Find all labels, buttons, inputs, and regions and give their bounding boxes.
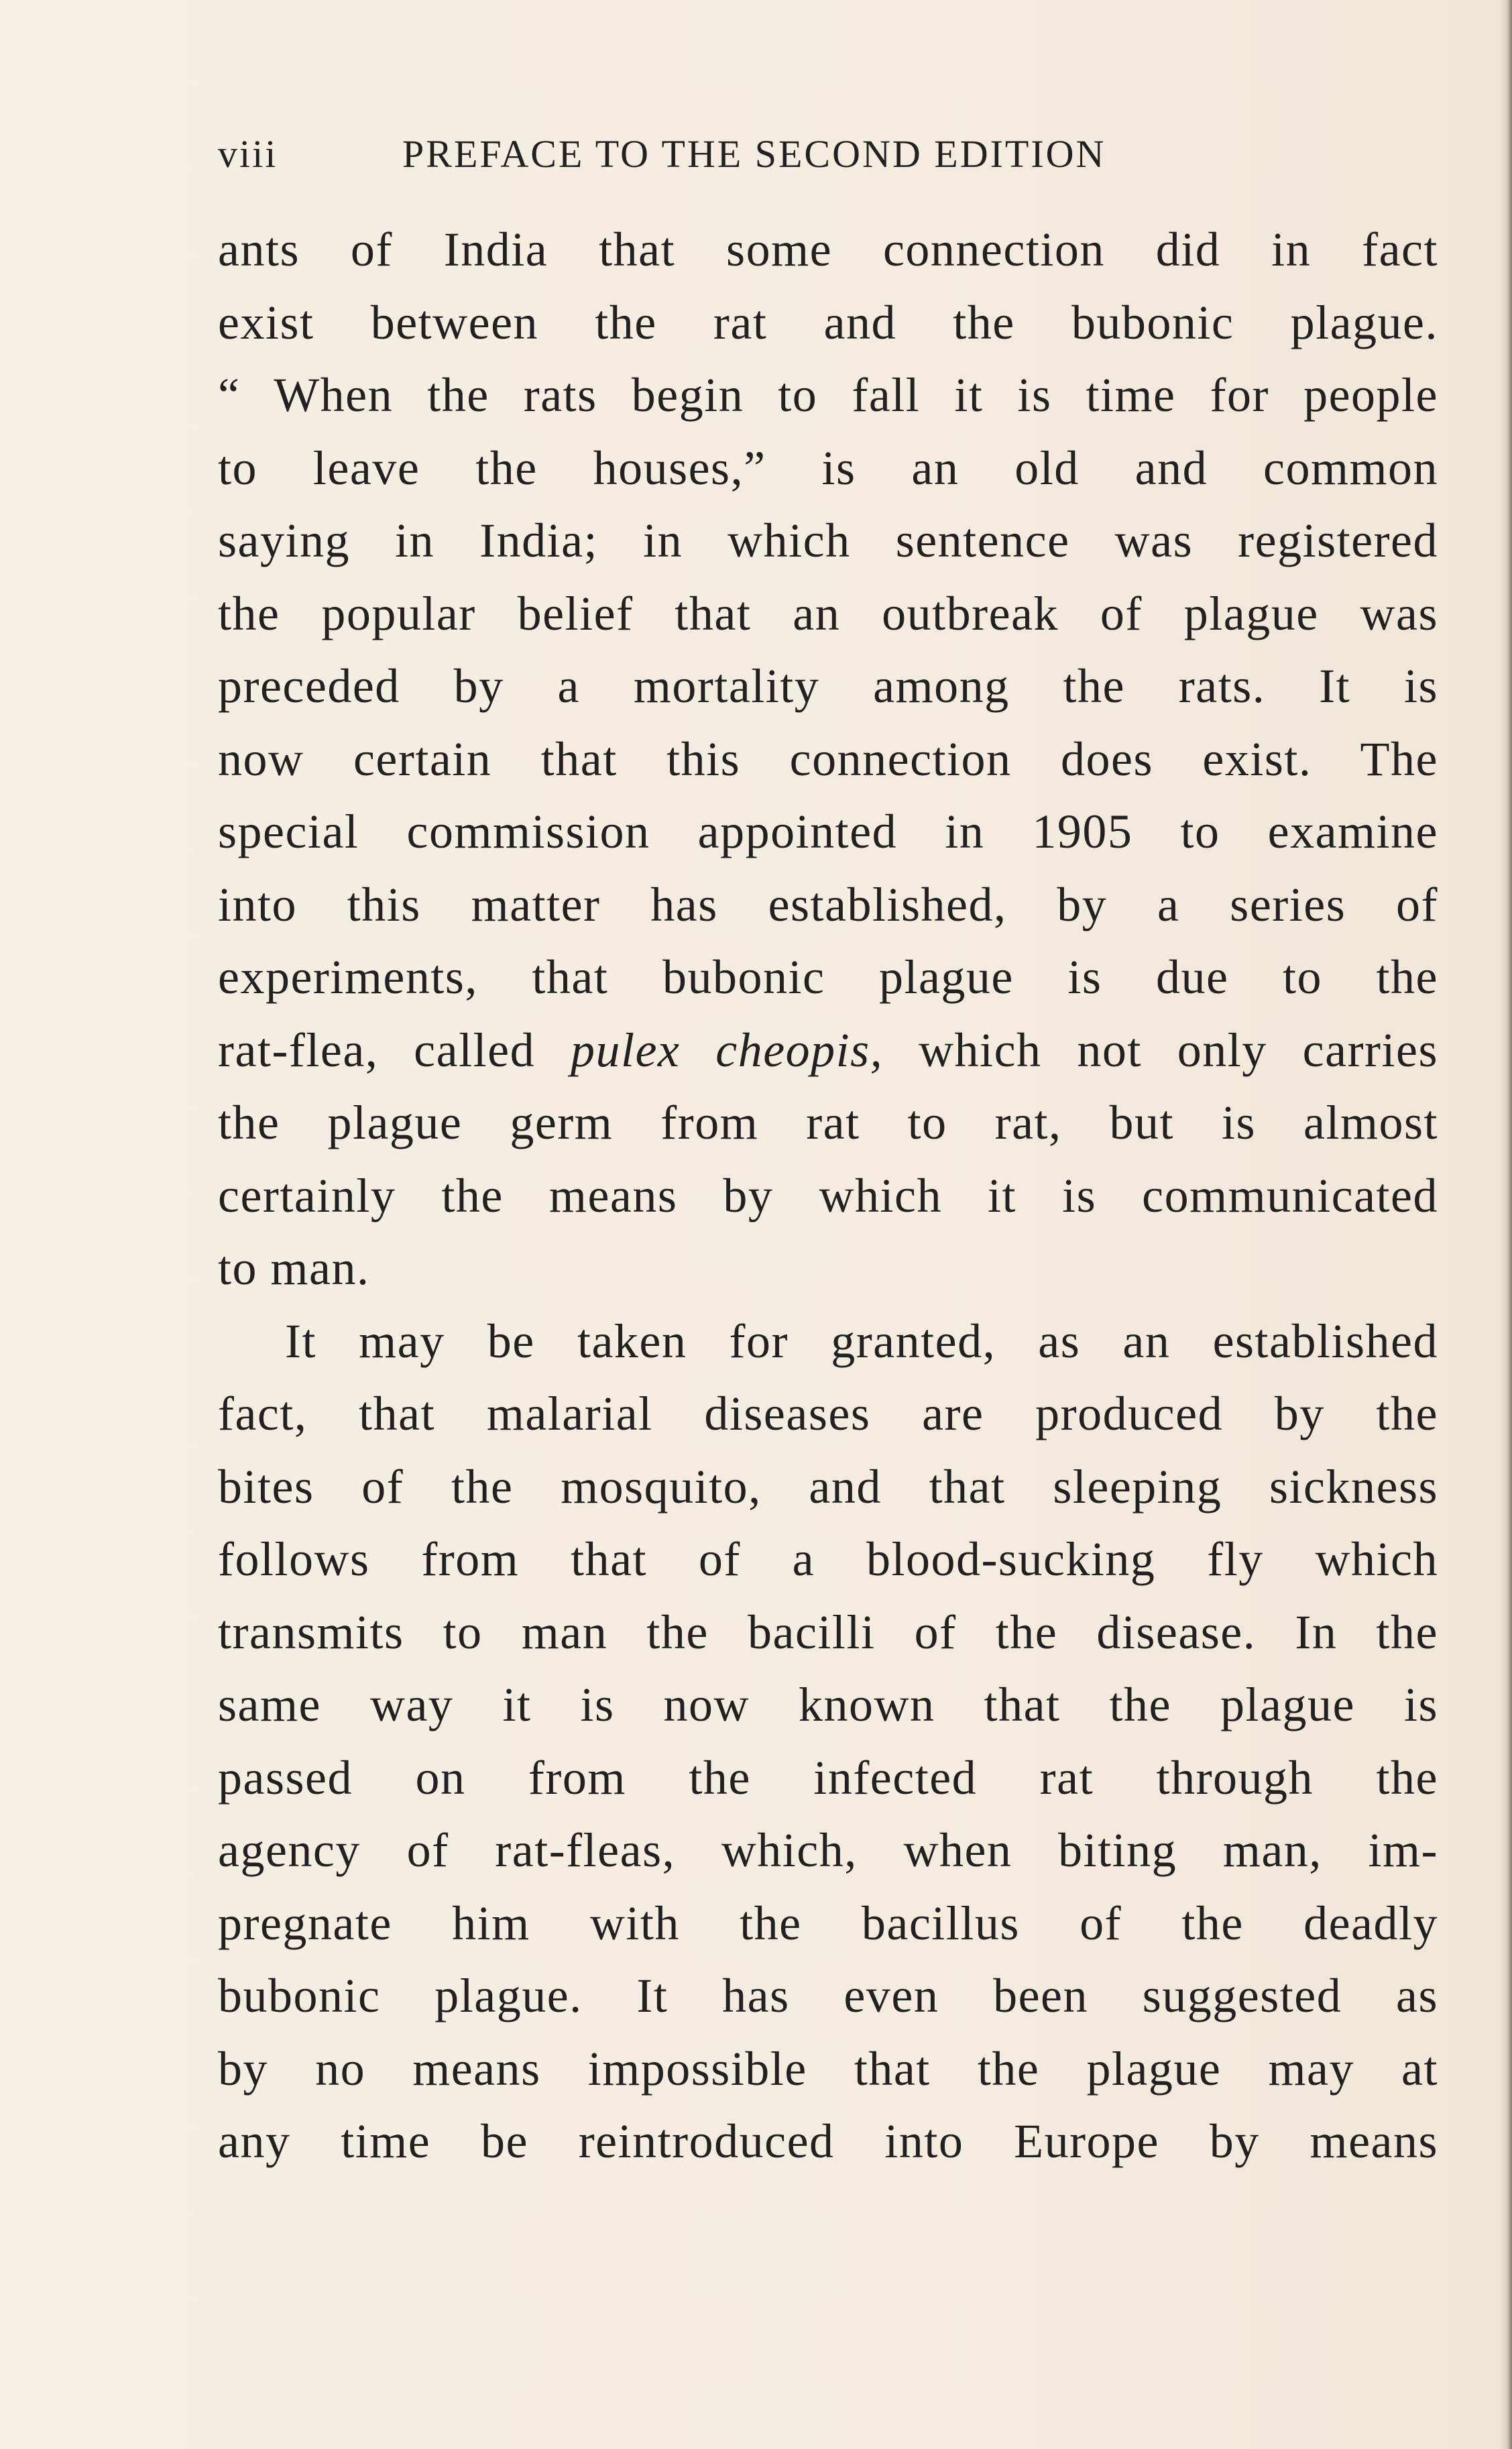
text-line: into this matter has established, by a series of [218,877,1438,931]
text-line: pregnate him with the bacillus of the deadly [218,1896,1438,1950]
text-line: saying in India; in which sentence was registered [218,514,1438,567]
text-line: special commission appointed in 1905 to examine [218,805,1438,858]
text-line: bubonic plague. It has even been suggested as [218,1969,1438,2023]
text-line: exist between the rat and the bubonic plague. [218,295,1438,349]
text-line: ants of India that some connection did in fact [218,223,1438,276]
text-line: experiments, that bubonic plague is due to the [218,950,1438,1004]
body-text [218,213,1438,2178]
page-edge-shadow [1500,0,1512,2449]
text-line: passed on from the infected rat through the [218,1750,1438,1805]
text-line: the popular belief that an outbreak of plague was [218,586,1438,640]
text-line: preceded by a mortality among the rats. It is [218,659,1438,713]
text-line: transmits to man the bacilli of the disease. In the [218,1605,1438,1659]
text-line: by no means impossible that the plague may at [218,2041,1438,2096]
text-line: follows from that of a blood-sucking fly which [218,1532,1438,1586]
text-line: now certain that this connection does exist. The [218,732,1438,786]
text-line: “ When the rats begin to fall it is time for people [218,368,1438,422]
text-line: fact, that malarial diseases are produced by the [218,1387,1438,1440]
text-segment: which not only carries [883,1023,1439,1077]
text-line: agency of rat-fleas, which, when biting man, im- [218,1823,1438,1877]
text-line: same way it is now known that the plague is [218,1678,1438,1731]
text-line: to man. [218,1241,370,1295]
text-line: any time be reintroduced into Europe by means [218,2114,1438,2168]
text-segment: rat-flea, called [218,1023,571,1077]
running-head: PREFACE TO THE SECOND EDITION [402,132,1106,176]
species-name-italic: pulex cheopis, [570,1023,884,1077]
page-number: viii [218,132,278,176]
text-line-with-italic [218,1014,1438,1087]
page-header [218,131,1254,178]
text-line: certainly the means by which it is communicated [218,1168,1438,1222]
text-line: bites of the mosquito, and that sleeping sickness [218,1459,1438,1514]
text-line: to leave the houses,” is an old and common [218,441,1438,495]
text-line: the plague germ from rat to rat, but is almost [218,1096,1438,1149]
paragraph-start-line: It may be taken for granted, as an established [285,1314,1438,1368]
